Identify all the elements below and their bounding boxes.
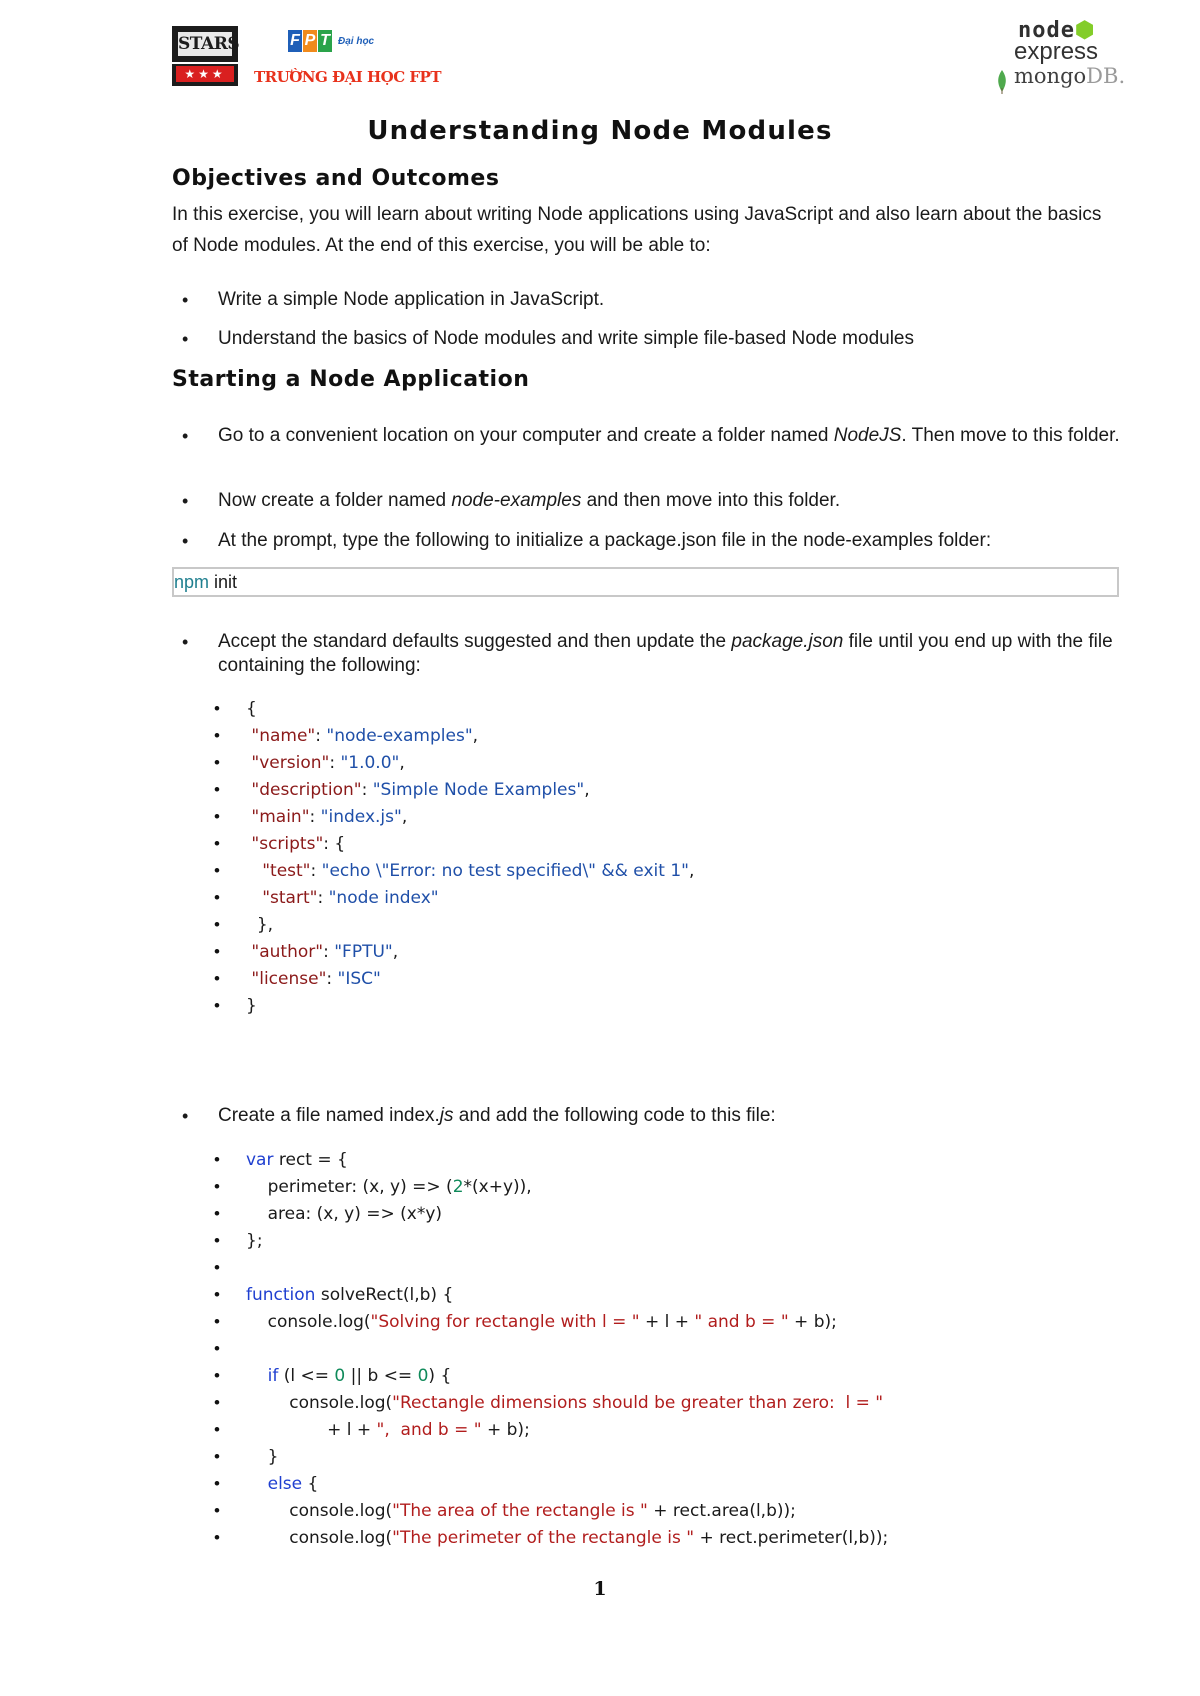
stars-logo [172, 26, 238, 86]
folder-name-node-examples: node-examples [451, 490, 582, 511]
document-page: STARS ★★★ F P T Đại học TRƯỜNG ĐẠI HỌC FPT node⬢ express mongoDB. Understanding Node Modules Objectives and Outcomes In this exercise, you will learn about writing Node applications using JavaScript and also learn about the basics of Node modules. At the end of this exercise, you will be able to: • Write a simple Node application in JavaScript. • Understand the basics of Node modules and write simple file-based Node modules Starting a Node Application • Go to a convenient location on your computer and create a folder named NodeJS. Then move to this folder. • Now create a folder named node-examples and then move into this folder. • At the prompt, type the following to initialize a package.json file in the node-examples folder: npm init • Accept the standard defaults suggested and then update the package.json file until you end up with the file containing the following: • { • "name": "node-examples", • "version": "1.0.0", • "description": "Simple Node Examples", • "main": "index.js", • "scripts": { • "test": "echo \"Error: no test specified\" && exit 1", • "start": "node index" • }, • "author": "FPTU", • "license": "ISC" • } • Create a file named index.js and add the following code to this file: • var rect = { • perimeter: (x, y) => (2*(x+y)), • area: (x, y) => (x*y) • }; • • function solveRect(l,b) { • console.log("Solving for rectangle with l = " + l + " and b = " + b); • • if (l <= 0 || b <= 0) { • console.log("Rectangle dimensions should be greater than zero: l = " • + l + ", and b = " + b); • } • else { • console.log("The area of the rectangle is " + rect.area(l,b)); • console.log("The perimeter of the rectangle is " + rect.perimeter(l,b)); 1 [0, 0, 1200, 1696]
bullet-icon: • [182, 1106, 189, 1126]
fpt-letter-p: P [303, 30, 317, 52]
stars-logo-word: STARS [178, 34, 240, 54]
file-name-package-json: package.json [731, 631, 844, 652]
command-box [172, 567, 1119, 597]
mongo-logo-text: mongo [1014, 64, 1087, 88]
stars-logo-rating: ★★★ [176, 66, 234, 82]
bullet-icon: • [182, 329, 189, 349]
mongodb-db-text: DB. [1086, 64, 1126, 88]
bullet-icon: • [182, 531, 189, 551]
document-title: Understanding Node Modules [367, 116, 833, 146]
express-logo-text: express [1014, 38, 1099, 65]
bullet-icon: • [182, 491, 189, 511]
fpt-university-logo [254, 26, 441, 90]
node-logo-text: node [1018, 18, 1075, 43]
node-logo-hexagon-icon: ⬢ [1074, 18, 1096, 43]
section-heading-starting: Starting a Node Application [172, 367, 530, 392]
fpt-logo-sub: Đại học [338, 36, 375, 47]
node-express-mongodb-logo [996, 18, 1126, 94]
mongodb-leaf-icon [996, 70, 1008, 94]
section-heading-objectives: Objectives and Outcomes [172, 166, 500, 191]
command-rest: init [209, 572, 238, 592]
intro-paragraph: In this exercise, you will learn about writing Node applications using JavaScript and also learn about the basics of Node modules. At the end of this exercise, you will be able to: [172, 204, 1102, 256]
page-number: 1 [593, 1578, 607, 1600]
folder-name-nodejs: NodeJS [833, 425, 902, 446]
fpt-logo-name: TRƯỜNG ĐẠI HỌC FPT [254, 68, 441, 86]
command-keyword: npm [174, 572, 210, 592]
bullet-icon: • [182, 290, 189, 310]
fpt-letter-f: F [288, 30, 302, 52]
fpt-letter-t: T [318, 30, 332, 52]
file-extension-js: js [439, 1105, 454, 1126]
bullet-icon: • [182, 632, 189, 652]
bullet-icon: • [182, 426, 189, 446]
